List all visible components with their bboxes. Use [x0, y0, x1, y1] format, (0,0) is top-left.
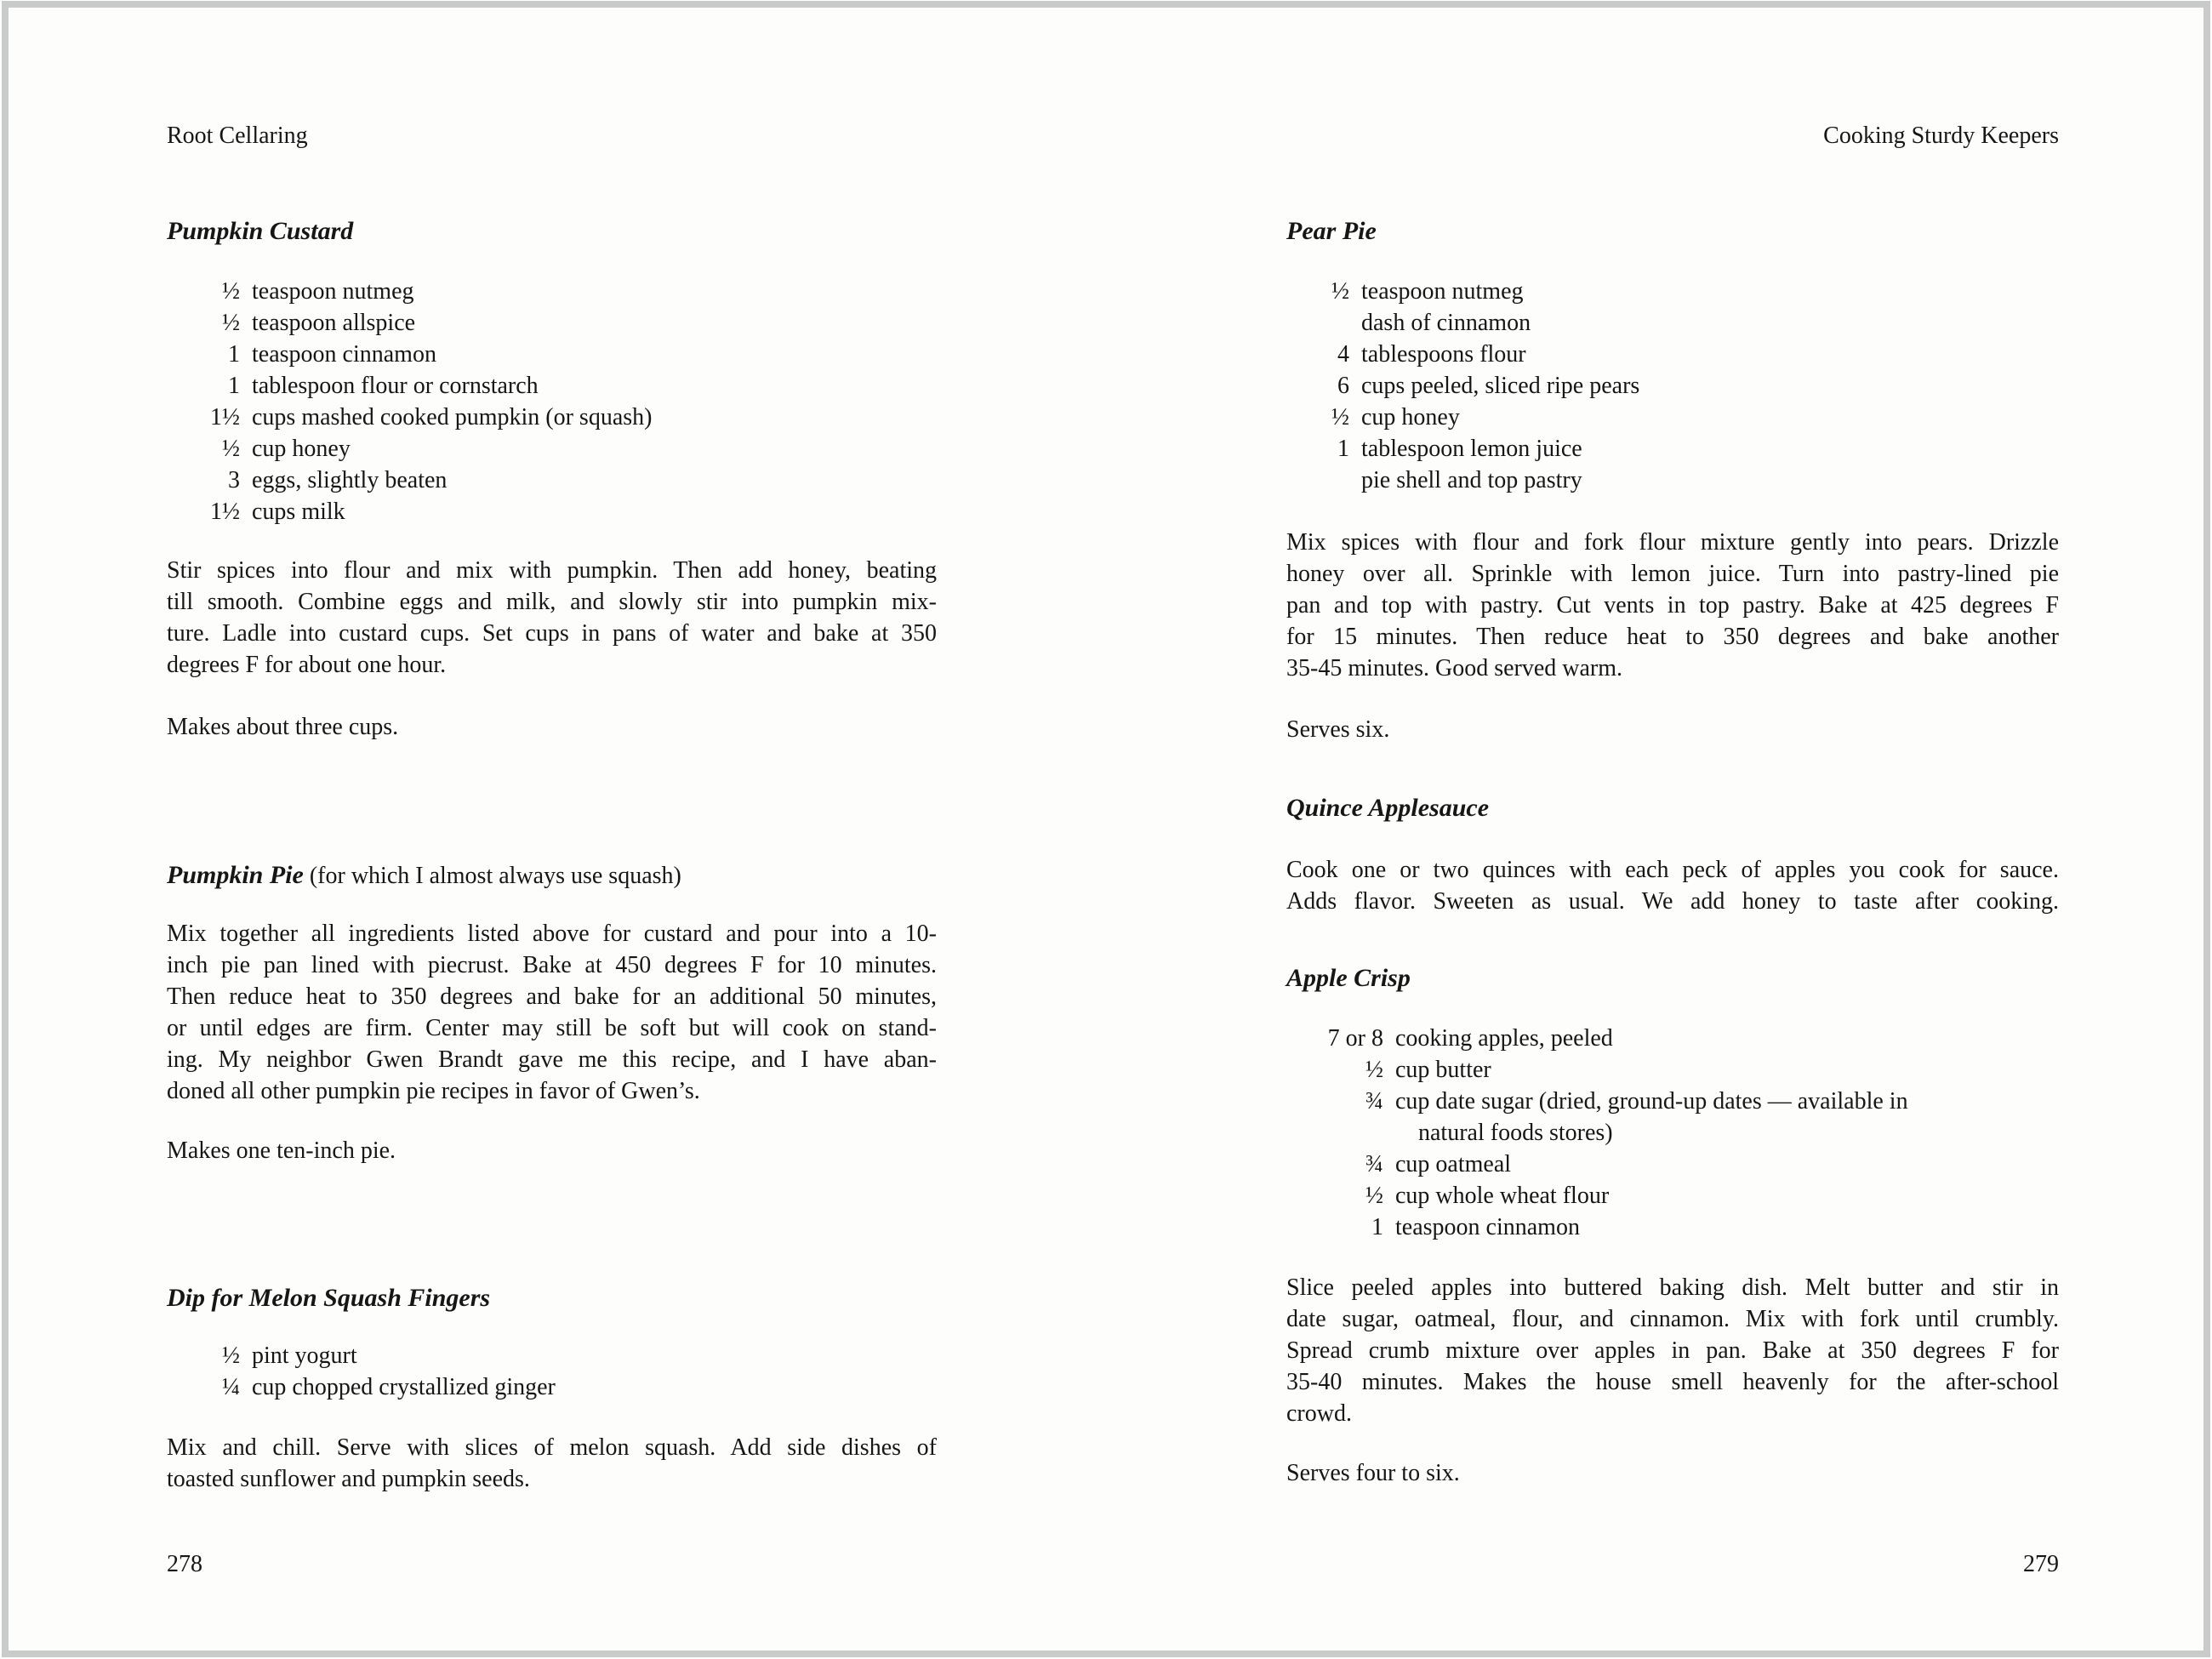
- ingredient-text: tablespoon flour or cornstarch: [252, 373, 539, 399]
- ingredient-quantity: ½: [1331, 404, 1349, 430]
- ingredient-quantity: 4: [1337, 341, 1349, 368]
- recipe-paragraph: [1286, 1272, 2059, 1429]
- ingredient-quantity: 1½: [210, 499, 240, 525]
- recipe-title-text: Dip for Melon Squash Fingers: [167, 1284, 491, 1312]
- page-number-right: 279: [2023, 1551, 2059, 1577]
- ingredient-row: [167, 1371, 937, 1403]
- ingredient-quantity: 1½: [210, 404, 240, 430]
- ingredient-row: [167, 339, 937, 370]
- ingredient-text: cup honey: [1361, 404, 1460, 430]
- ingredient-list: [1286, 276, 2059, 496]
- ingredient-text: teaspoon nutmeg: [1361, 278, 1524, 305]
- paragraph-line: degrees F for about one hour.: [167, 652, 447, 678]
- recipe-paragraph: [1286, 714, 2059, 745]
- ingredient-row: [167, 276, 937, 307]
- recipe-title-text: Apple Crisp: [1286, 964, 1411, 992]
- ingredient-text: cups milk: [252, 499, 345, 525]
- page-number-left: 278: [167, 1551, 202, 1577]
- paragraph-line: crowd.: [1286, 1400, 1352, 1427]
- ingredient-quantity: [1286, 307, 1349, 339]
- ingredient-row: [167, 1340, 937, 1371]
- ingredient-quantity: ½: [222, 436, 240, 462]
- ingredient-row: [1286, 1117, 2059, 1149]
- paragraph-line: inch pie pan lined with piecrust. Bake at 450 degrees F for 10 minutes.: [167, 952, 937, 978]
- paragraph-line: Stir spices into flour and mix with pumpkin. Then add honey, beating: [167, 557, 937, 584]
- ingredient-text: eggs, slightly beaten: [252, 467, 448, 493]
- ingredient-quantity: ½: [1365, 1183, 1383, 1209]
- ingredient-quantity: ¾: [1365, 1151, 1383, 1177]
- ingredient-text: dash of cinnamon: [1361, 310, 1531, 336]
- ingredient-text: teaspoon nutmeg: [252, 278, 414, 305]
- ingredient-row: [1286, 1211, 2059, 1243]
- ingredient-text: cups peeled, sliced ripe pears: [1361, 373, 1640, 399]
- ingredient-list: [167, 276, 937, 527]
- paragraph-line: Makes about three cups.: [167, 714, 399, 740]
- recipe-paragraph: [167, 1432, 937, 1495]
- ingredient-row: [167, 465, 937, 496]
- recipe-title: [1286, 791, 2059, 825]
- ingredient-quantity: 3: [228, 467, 240, 493]
- ingredient-row: [167, 433, 937, 465]
- ingredient-quantity: 1: [1371, 1214, 1383, 1240]
- paragraph-line: Spread crumb mixture over apples in pan. Bake at 350 degrees F for: [1286, 1337, 2059, 1364]
- paragraph-line: Mix together all ingredients listed above for custard and pour into a 10-: [167, 921, 937, 947]
- ingredient-text: cup oatmeal: [1395, 1151, 1512, 1177]
- ingredient-row: [167, 496, 937, 527]
- ingredient-row: [1286, 1180, 2059, 1211]
- recipe-title-text: Quince Applesauce: [1286, 794, 1490, 822]
- ingredient-quantity: 7 or 8: [1327, 1025, 1383, 1052]
- ingredient-quantity: ½: [1365, 1057, 1383, 1083]
- recipe-title: [167, 214, 937, 248]
- running-header-right: Cooking Sturdy Keepers: [1823, 123, 2059, 149]
- recipe-title-text: Pumpkin Custard: [167, 217, 354, 245]
- paragraph-line: toasted sunflower and pumpkin seeds.: [167, 1466, 530, 1492]
- ingredient-row: [167, 370, 937, 402]
- ingredient-row: [1286, 402, 2059, 433]
- paragraph-line: ture. Ladle into custard cups. Set cups in pans of water and bake at 350: [167, 620, 937, 647]
- right-page-column: [1286, 153, 2059, 1489]
- ingredient-text: cup whole wheat flour: [1395, 1183, 1610, 1209]
- recipe-title: [167, 1281, 937, 1315]
- ingredient-row: [167, 307, 937, 339]
- paragraph-line: Slice peeled apples into buttered baking dish. Melt butter and stir in: [1286, 1274, 2059, 1301]
- paragraph-line: 35-45 minutes. Good served warm.: [1286, 655, 1623, 681]
- left-page-column: [167, 153, 937, 1495]
- ingredient-row: [1286, 307, 2059, 339]
- recipe-paragraph: [1286, 854, 2059, 917]
- paragraph-line: doned all other pumpkin pie recipes in favor of Gwen’s.: [167, 1078, 700, 1104]
- paragraph-line: date sugar, oatmeal, flour, and cinnamon. Mix with fork until crumbly.: [1286, 1306, 2059, 1332]
- recipe-title-text: Pear Pie: [1286, 217, 1377, 245]
- ingredient-quantity: 1: [1337, 436, 1349, 462]
- ingredient-text: cup honey: [252, 436, 351, 462]
- ingredient-quantity: ½: [222, 278, 240, 305]
- ingredient-quantity: ¼: [222, 1374, 240, 1400]
- ingredient-row: [1286, 339, 2059, 370]
- paragraph-line: honey over all. Sprinkle with lemon juice. Turn into pastry-lined pie: [1286, 561, 2059, 587]
- ingredient-text: tablespoons flour: [1361, 341, 1526, 368]
- ingredient-quantity: [1286, 465, 1349, 496]
- ingredient-quantity: 1: [228, 373, 240, 399]
- ingredient-quantity: 1: [228, 341, 240, 368]
- paragraph-line: Adds flavor. Sweeten as usual. We add honey to taste after cooking.: [1286, 888, 2059, 915]
- ingredient-quantity: ½: [222, 1343, 240, 1369]
- paragraph-line: Mix and chill. Serve with slices of melon squash. Add side dishes of: [167, 1434, 937, 1461]
- recipe-paragraph: [1286, 1457, 2059, 1489]
- ingredient-quantity: ½: [222, 310, 240, 336]
- ingredient-row: [1286, 465, 2059, 496]
- paragraph-line: Then reduce heat to 350 degrees and bake for an additional 50 minutes,: [167, 983, 937, 1010]
- ingredient-text: teaspoon cinnamon: [252, 341, 436, 368]
- ingredient-row: [1286, 370, 2059, 402]
- recipe-paragraph: [1286, 527, 2059, 684]
- paragraph-line: Mix spices with flour and fork flour mixture gently into pears. Drizzle: [1286, 529, 2059, 556]
- recipe-title: [1286, 961, 2059, 995]
- paragraph-line: for 15 minutes. Then reduce heat to 350 degrees and bake another: [1286, 624, 2059, 650]
- ingredient-text: teaspoon allspice: [252, 310, 416, 336]
- ingredient-quantity: ¾: [1365, 1088, 1383, 1115]
- paragraph-line: Makes one ten-inch pie.: [167, 1137, 396, 1164]
- ingredient-text: cup butter: [1395, 1057, 1491, 1083]
- ingredient-text: teaspoon cinnamon: [1395, 1214, 1580, 1240]
- ingredient-row: [1286, 1086, 2059, 1117]
- paragraph-line: Serves six.: [1286, 716, 1390, 743]
- ingredient-list: [1286, 1023, 2059, 1243]
- ingredient-row: [1286, 433, 2059, 465]
- paragraph-line: Cook one or two quinces with each peck of apples you cook for sauce.: [1286, 857, 2059, 883]
- ingredient-row: [1286, 276, 2059, 307]
- ingredient-quantity: ½: [1331, 278, 1349, 305]
- ingredient-text: cups mashed cooked pumpkin (or squash): [252, 404, 653, 430]
- ingredient-row: [1286, 1054, 2059, 1086]
- ingredient-text: tablespoon lemon juice: [1361, 436, 1582, 462]
- recipe-paragraph: [167, 555, 937, 681]
- ingredient-text-continuation: natural foods stores): [1418, 1120, 1613, 1146]
- ingredient-list: [167, 1340, 937, 1403]
- recipe-paragraph: [167, 1135, 937, 1166]
- recipe-title-text: Pumpkin Pie: [167, 861, 304, 889]
- recipe-paragraph: [167, 918, 937, 1107]
- paragraph-line: 35-40 minutes. Makes the house smell heavenly for the after-school: [1286, 1369, 2059, 1395]
- paragraph-line: Serves four to six.: [1286, 1460, 1460, 1486]
- ingredient-row: [1286, 1149, 2059, 1180]
- ingredient-text: cooking apples, peeled: [1395, 1025, 1613, 1052]
- recipe-title-suffix: (for which I almost always use squash): [303, 863, 681, 889]
- recipe-title: [167, 858, 937, 893]
- ingredient-row: [1286, 1023, 2059, 1054]
- ingredient-text: pint yogurt: [252, 1343, 357, 1369]
- recipe-paragraph: [167, 711, 937, 743]
- paragraph-line: pan and top with pastry. Cut vents in top pastry. Bake at 425 degrees F: [1286, 592, 2059, 619]
- paragraph-line: ing. My neighbor Gwen Brandt gave me this recipe, and I have aban-: [167, 1046, 937, 1073]
- ingredient-row: [167, 402, 937, 433]
- ingredient-quantity: 6: [1337, 373, 1349, 399]
- ingredient-text: cup date sugar (dried, ground-up dates — available in: [1395, 1088, 1908, 1115]
- recipe-title: [1286, 214, 2059, 248]
- running-header-left: Root Cellaring: [167, 123, 308, 149]
- paragraph-line: or until edges are firm. Center may still be soft but will cook on stand-: [167, 1015, 937, 1041]
- paragraph-line: till smooth. Combine eggs and milk, and slowly stir into pumpkin mix-: [167, 589, 937, 615]
- ingredient-text: cup chopped crystallized ginger: [252, 1374, 556, 1400]
- ingredient-text: pie shell and top pastry: [1361, 467, 1582, 493]
